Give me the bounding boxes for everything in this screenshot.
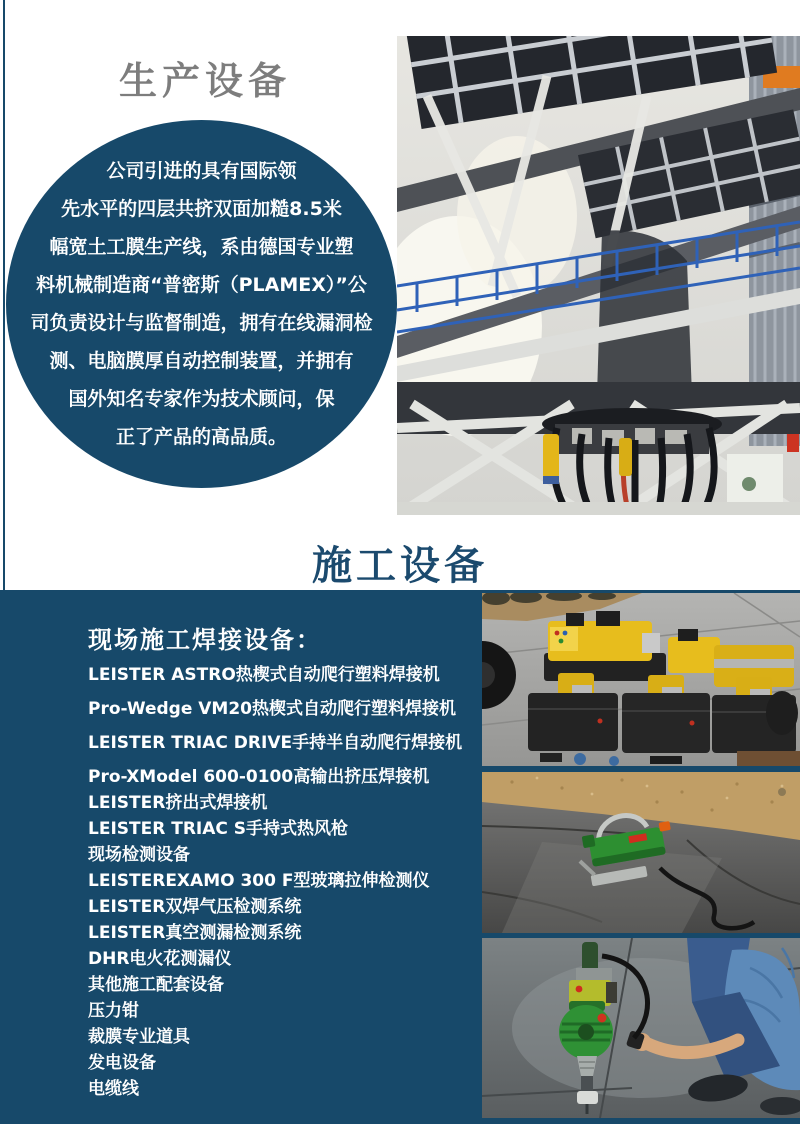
- equipment-item: LEISTER ASTRO热楔式自动爬行塑料焊接机: [88, 665, 440, 685]
- equipment-item: 现场检测设备: [88, 845, 190, 865]
- equipment-item: 发电设备: [88, 1053, 156, 1073]
- production-line-photo: [397, 36, 800, 515]
- intro-line: 测、电脑膜厚自动控制装置，并拥有: [49, 350, 354, 372]
- wedge-welders-photo: [482, 593, 800, 766]
- construction-title: 施工设备: [312, 543, 488, 589]
- equipment-item: LEISTER双焊气压检测系统: [88, 897, 302, 917]
- equipment-item: DHR电火花测漏仪: [88, 949, 232, 969]
- intro-line: 正了产品的高品质。: [115, 426, 287, 448]
- equipment-item: LEISTER TRIAC S手持式热风枪: [88, 819, 349, 839]
- equipment-item: 其他施工配套设备: [88, 975, 224, 995]
- production-title: 生产设备: [118, 59, 291, 103]
- equipment-item: 压力钳: [88, 1001, 139, 1021]
- intro-line: 司负责设计与监督制造，拥有在线漏洞检: [30, 312, 373, 334]
- intro-line: 先水平的四层共挤双面加糙8.5米: [61, 198, 342, 220]
- equipment-item: LEISTER TRIAC DRIVE手持半自动爬行焊接机: [88, 733, 463, 753]
- equipment-item: LEISTER真空测漏检测系统: [88, 923, 302, 943]
- equipment-item: LEISTEREXAMO 300 F型玻璃拉伸检测仪: [88, 871, 430, 891]
- construction-section: [0, 590, 800, 1124]
- intro-line: 公司引进的具有国际领: [106, 160, 297, 182]
- equipment-item: Pro-Wedge VM20热楔式自动爬行塑料焊接机: [88, 699, 457, 719]
- equipment-item: Pro-XModel 600-0100高输出挤压焊接机: [88, 767, 430, 787]
- equipment-list: [88, 662, 478, 1102]
- equipment-item: LEISTER挤出式焊接机: [88, 793, 268, 813]
- crawling-welder-photo: [482, 772, 800, 933]
- equipment-item: 电缆线: [88, 1079, 139, 1099]
- extrusion-welder-photo: [482, 938, 800, 1118]
- intro-line: 国外知名专家作为技术顾问，保: [68, 388, 335, 410]
- equipment-item: 裁膜专业道具: [88, 1027, 190, 1047]
- intro-line: 料机械制造商“普密斯（PLAMEX）”公: [36, 274, 367, 296]
- production-intro-circle: [6, 120, 397, 488]
- intro-line: 幅宽土工膜生产线，系由德国专业塑: [49, 236, 354, 258]
- welding-equipment-heading: 现场施工焊接设备：: [88, 626, 322, 654]
